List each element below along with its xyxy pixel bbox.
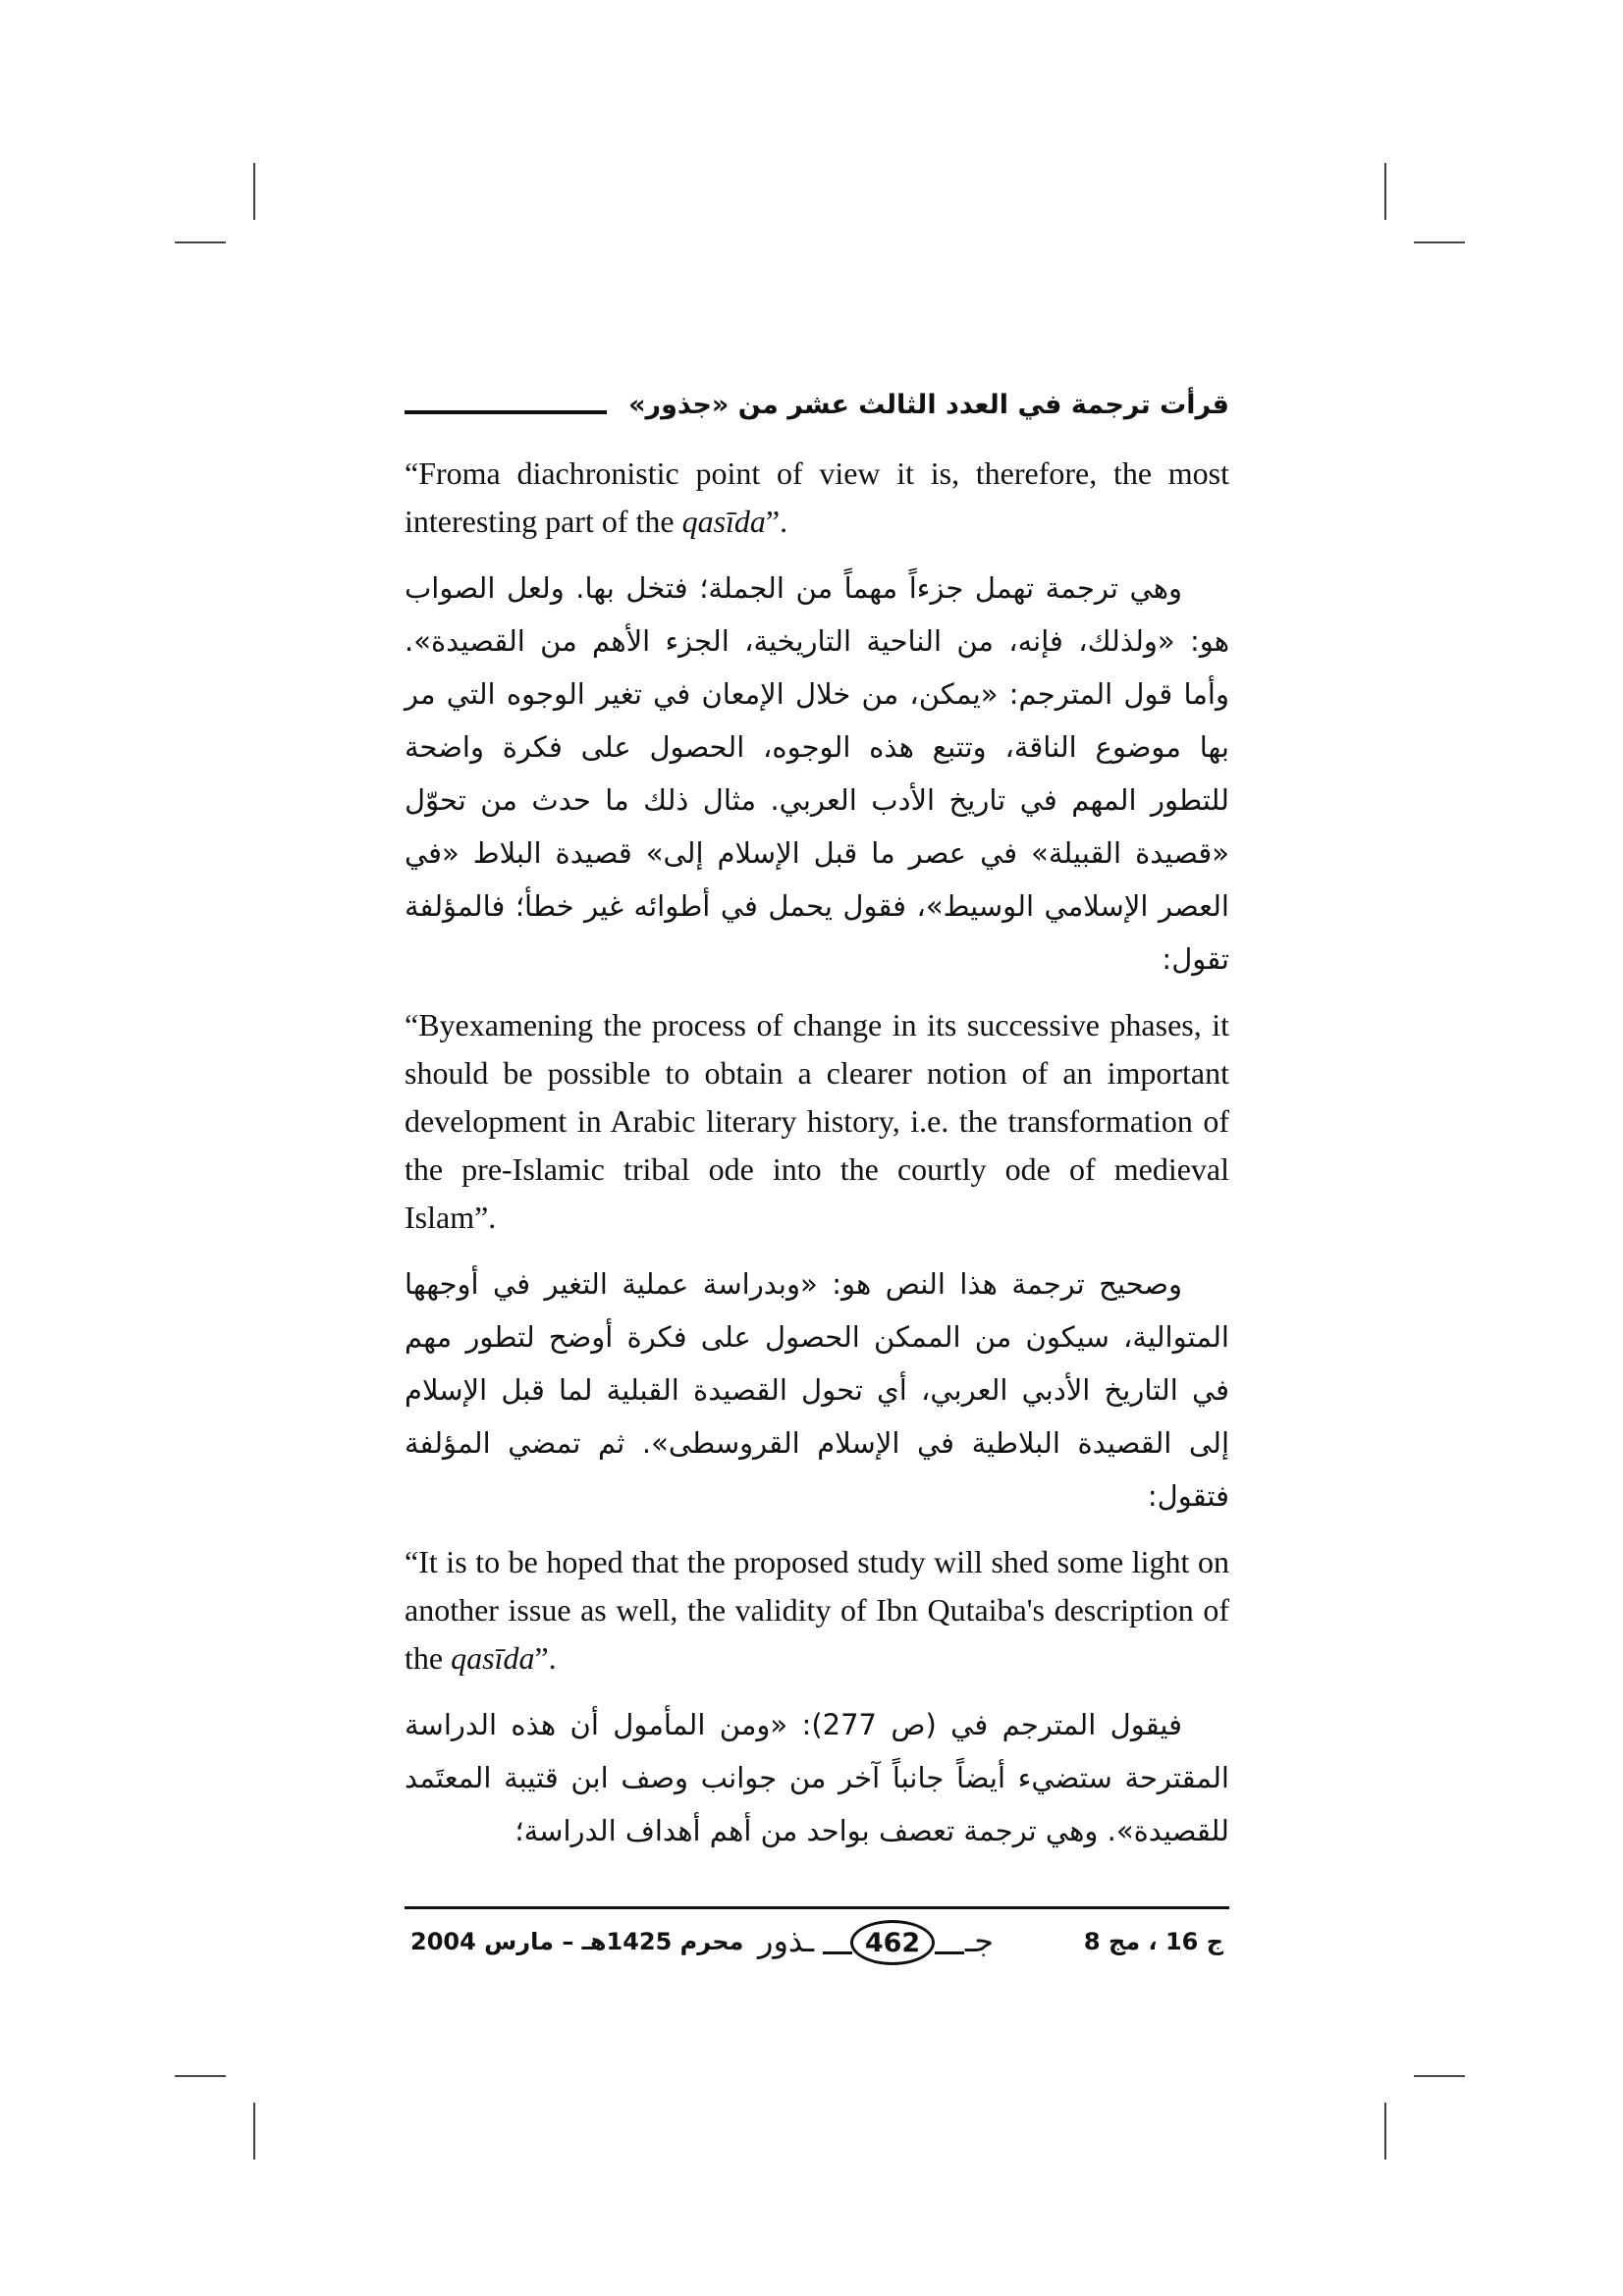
- page-footer: [405, 1912, 1229, 1981]
- quote-paragraph-1: [405, 450, 1229, 546]
- arabic-paragraph-3: [405, 1698, 1229, 1857]
- quote-paragraph-3: [405, 1538, 1229, 1682]
- header-title: قرأت ترجمة في العدد الثالث عشر من «جذور»: [628, 389, 1229, 420]
- running-header: [405, 375, 1229, 434]
- crop-mark-bottom-left-vertical: [253, 2103, 255, 2160]
- arabic-text: فيقول المترجم في (ص 277): «ومن المأمول أن هذه الدراسة المقترحة ستضيء أيضاً جانباً آخر من جوانب وصف ابن قتيبة المعتَمد للقصيدة». وهي ترجمة تعصف بواحد من أهم أهداف الدراسة؛: [405, 1708, 1229, 1847]
- crop-mark-bottom-right-vertical: [1384, 2103, 1386, 2160]
- crop-mark-bottom-left-horizontal: [175, 2075, 226, 2077]
- arabic-text: وصحيح ترجمة هذا النص هو: «وبدراسة عملية التغير في أوجهها المتوالية، سيكون من الممكن الحصول على فكرة أوضح لتطور مهم في التاريخ الأدبي العربي، أي تحول القصيدة القبلية لما قبل الإسلام إلى القصيدة البلاطية في الإسلام القروسطى». ثم تمضي المؤلفة فتقول:: [405, 1267, 1229, 1513]
- footer-date: محرم 1425هـ – مارس 2004: [410, 1928, 744, 1955]
- journal-tail-line-right: [935, 1951, 964, 1954]
- quote-text: “Froma diachronistic point of view it is, therefore, the most interesting part of the: [405, 455, 1229, 539]
- footer-rule: [405, 1906, 1229, 1909]
- footer-issue-info: ج 16 ، مج 8: [1083, 1928, 1223, 1955]
- crop-mark-top-left-horizontal: [175, 241, 226, 243]
- journal-tail-line-left: [823, 1951, 852, 1954]
- arabic-paragraph-2: [405, 1257, 1229, 1522]
- quote-text: “It is to be hoped that the proposed study will shed some light on another issue as well, the validity of Ibn Qutaiba's description of the: [405, 1544, 1229, 1676]
- page-number: 462: [850, 1920, 935, 1965]
- quote-closing: ”.: [765, 504, 788, 539]
- crop-mark-bottom-right-horizontal: [1414, 2075, 1465, 2077]
- quote-closing: ”.: [534, 1640, 557, 1676]
- arabic-paragraph-1: [405, 561, 1229, 986]
- journal-page-marker: [758, 1912, 994, 1975]
- header-rule: [405, 410, 607, 414]
- journal-name-part1: جـ: [964, 1922, 994, 1959]
- crop-mark-top-right-vertical: [1384, 163, 1386, 220]
- italic-term: qasīda: [451, 1640, 535, 1676]
- page-body: [405, 450, 1229, 1873]
- crop-mark-top-left-vertical: [253, 163, 255, 220]
- crop-mark-top-right-horizontal: [1414, 241, 1465, 243]
- journal-name-part2: ـذور: [758, 1922, 815, 1959]
- italic-term: qasīda: [681, 504, 766, 539]
- quote-paragraph-2: “Byexamening the process of change in its successive phases, it should be possible to obtain a clearer notion of an important development in Arabic literary history, i.e. the transformation of the pre-Islamic tribal ode into the courtly ode of medieval Islam”.: [405, 1007, 1229, 1235]
- arabic-text: وهي ترجمة تهمل جزءاً مهماً من الجملة؛ فتخل بها. ولعل الصواب هو: «ولذلك، فإنه، من الناحية التاريخية، الجزء الأهم من القصيدة». وأما قول المترجم: «يمكن، من خلال الإمعان في تغير الوجوه التي مر بها موضوع الناقة، وتتبع هذه الوجوه، الحصول على فكرة واضحة للتطور المهم في تاريخ الأدب العربي. مثال ذلك ما حدث من تحوّل «قصيدة القبيلة» في عصر ما قبل الإسلام إلى» قصيدة البلاط «في العصر الإسلامي الوسيط»، فقول يحمل في أطوائه غير خطأ؛ فالمؤلفة تقول:: [405, 571, 1229, 976]
